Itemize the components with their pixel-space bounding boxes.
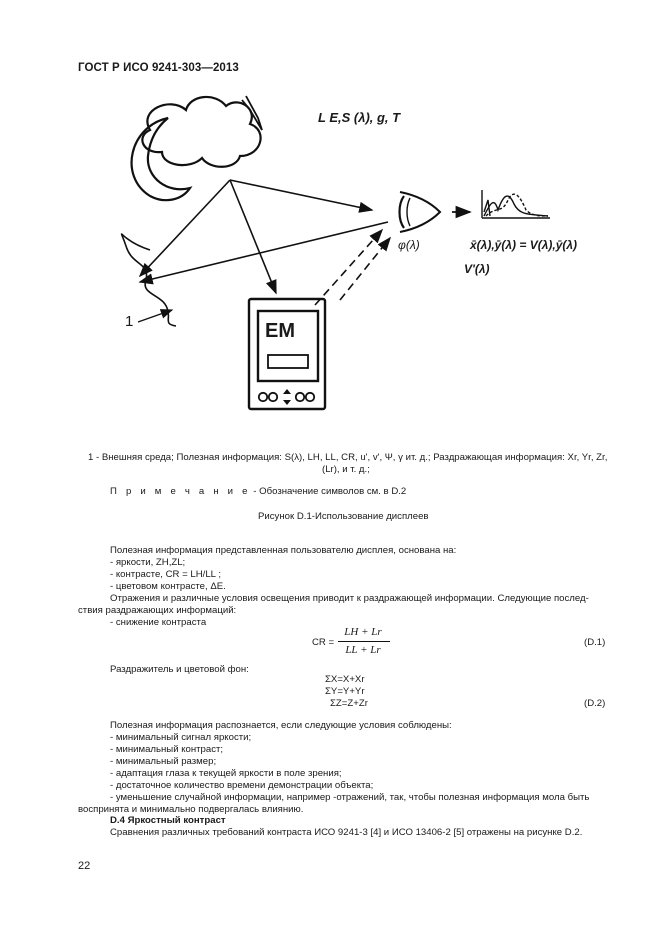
paragraph-5: Сравнения различных требований контраста ИСО 9241-3 [4] и ИСО 13406-2 [5] отражены на рисунке D.2. [110, 827, 583, 838]
moon-icon [132, 118, 190, 200]
list-item: - минимальный сигнал яркости; [110, 732, 252, 743]
list-item: - снижение контраста [110, 617, 207, 628]
eq1-lhs: CR = [312, 637, 335, 648]
ray-arrow-2 [230, 180, 276, 293]
cloud-icon [142, 97, 260, 167]
eq1-numerator: LH + Lr [344, 626, 382, 638]
device-label: EM [265, 320, 295, 342]
document-header: ГОСТ Р ИСО 9241-303—2013 [78, 62, 239, 74]
note [110, 486, 406, 499]
ray-arrow-3 [230, 180, 372, 210]
figure-illustration [0, 0, 661, 440]
legend-line-2: (Lr), и т. д.; [322, 464, 370, 475]
spectral-curves [482, 190, 550, 218]
ray-arrow-dashed-1 [315, 230, 382, 305]
eq1-denominator: LL + Lr [345, 644, 381, 656]
list-item: - яркости, ZH,ZL; [110, 557, 186, 568]
paragraph-2-line-2: ствия раздражающих информаций: [78, 605, 237, 616]
ray-arrow-4 [140, 222, 388, 282]
eye-icon [400, 192, 440, 232]
legend-line-1: 1 - Внешняя среда; Полезная информация: S(λ), LH, LL, CR, u', v', Ψ, γ ит. д.; Раздражающая информация: Xr, Yr, Zr, [88, 452, 608, 463]
display-device [249, 299, 325, 409]
eq1-number: (D.1) [584, 637, 606, 648]
paragraph-2-line-1: Отражения и различные условия освещения приводит к раздражающей информации. Следующие послед- [110, 593, 589, 604]
figure-title: Рисунок D.1-Использование дисплеев [258, 511, 429, 522]
list-item: - уменьшение случайной информации, например -отражений, так, чтобы полезная информация мола быть [110, 792, 590, 803]
list-item: - адаптация глаза к текущей яркости в поле зрения; [110, 768, 342, 779]
phi-label: φ(λ) [398, 238, 420, 252]
list-item-continued: воспринята и минимально подвергалась влиянию. [78, 804, 304, 815]
cmf-line-1: x̄(λ),ȳ(λ) = V(λ),ȳ(λ) [470, 238, 578, 252]
formula-top: L E,S (λ), g, T [318, 110, 401, 125]
ray-arrow-dashed-2 [340, 238, 390, 300]
paragraph-4: Полезная информация распознается, если следующие условия соблюдены: [110, 720, 452, 731]
list-item: - минимальный размер; [110, 756, 217, 767]
note-text: - Обозначение символов см. в D.2 [250, 486, 407, 497]
page-number: 22 [78, 860, 91, 872]
note-label: П р и м е ч а н и е [110, 486, 251, 497]
eq2-line-a: ΣX=X+Xr [325, 674, 365, 685]
eq2-line-c: ΣZ=Z+Zr [330, 698, 368, 709]
cmf-line-2: V'(λ) [464, 262, 490, 276]
list-item: - контрасте, CR = LH/LL ; [110, 569, 221, 580]
list-item: - цветовом контрасте, ΔE. [110, 581, 226, 592]
list-item: - минимальный контраст; [110, 744, 224, 755]
paragraph-3: Раздражитель и цветовой фон: [110, 664, 249, 675]
eq2-number: (D.2) [584, 698, 606, 709]
paragraph-1: Полезная информация представленная пользователю дисплея, основана на: [110, 545, 457, 556]
section-heading: D.4 Яркостный контраст [110, 815, 226, 826]
label-pointer [138, 310, 172, 322]
figure-marker: 1 [125, 313, 134, 330]
eq1-fraction-bar [338, 641, 390, 642]
list-item: - достаточное количество времени демонстрации объекта; [110, 780, 374, 791]
eq2-line-b: ΣY=Y+Yr [325, 686, 365, 697]
